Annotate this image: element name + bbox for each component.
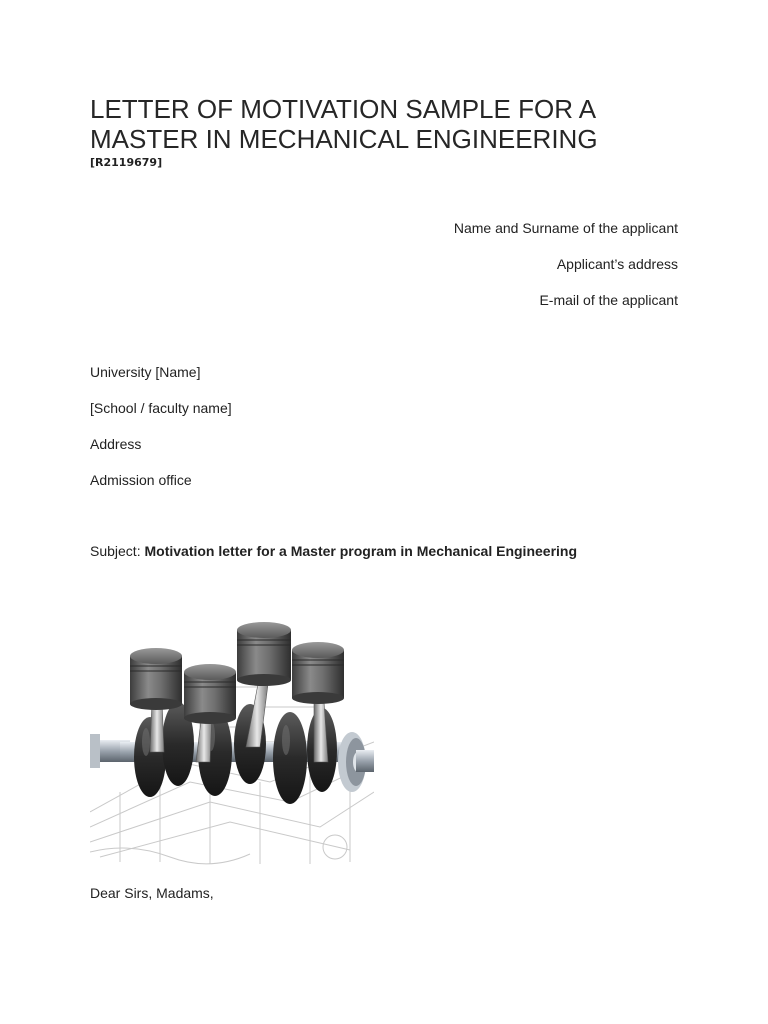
sender-email: E-mail of the applicant	[539, 292, 678, 308]
sender-address: Applicant’s address	[556, 256, 678, 272]
recipient-address: Address	[90, 436, 142, 452]
engine-crankshaft-pistons-illustration	[90, 612, 374, 868]
recipient-office: Admission office	[90, 472, 192, 488]
recipient-university: University [Name]	[90, 364, 201, 380]
salutation: Dear Sirs, Madams,	[90, 885, 214, 901]
subject-label: Subject:	[90, 543, 141, 559]
reference-code: [R2119679]	[90, 156, 163, 169]
title-line-1: LETTER OF MOTIVATION SAMPLE FOR A	[90, 94, 597, 124]
title-line-2: MASTER IN MECHANICAL ENGINEERING	[90, 124, 598, 154]
recipient-school: [School / faculty name]	[90, 400, 232, 416]
sender-name: Name and Surname of the applicant	[453, 220, 678, 236]
pistons	[130, 622, 344, 724]
recipient-block	[90, 362, 232, 506]
subject-text: Motivation letter for a Master program in Mechanical Engineering	[144, 543, 578, 559]
sender-block	[278, 218, 678, 326]
document-title	[90, 94, 710, 154]
subject-line	[90, 543, 577, 559]
